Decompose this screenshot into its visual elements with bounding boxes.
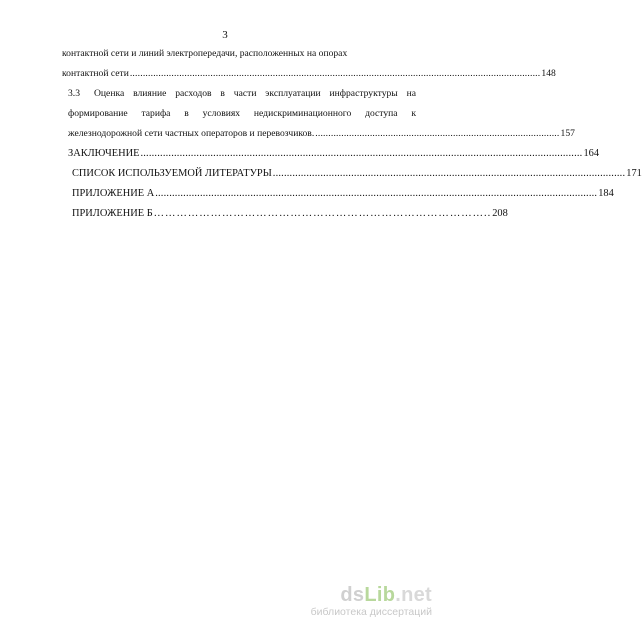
toc-entry-appendix-b-page: 208 [492,208,508,219]
toc-entry-appendix-a[interactable] [72,186,614,202]
toc-entry-33-line2 [68,106,416,122]
toc-entry-33-line2-text: формирование тарифа в условиях недискриминационного доступа к [68,108,416,119]
toc-entry-148-page: 148 [541,68,556,79]
toc-entry-literature[interactable] [72,166,642,182]
toc-entry-literature-text: СПИСОК ИСПОЛЬЗУЕМОЙ ЛИТЕРАТУРЫ [72,168,272,179]
toc-entry-conclusion[interactable] [68,146,600,162]
toc-entry-148-line1-text: контактной сети и линий электропередачи, расположенных на опорах [62,48,348,59]
toc-entry-33-number: 3.3 [68,88,80,99]
toc-entry-33-line1[interactable] [68,86,416,102]
toc-entry-33-page: 157 [560,128,575,139]
dslib-logo [272,584,432,606]
dot-leader: …………………………………………………………………………….. [153,208,492,219]
toc-entry-148[interactable] [62,66,556,82]
dot-leader: .............................................................................................................................................................. [155,188,598,199]
toc-entry-conclusion-text: ЗАКЛЮЧЕНИЕ [68,148,140,159]
toc-entry-literature-page: 171 [626,168,642,179]
toc-entry-33-text: железнодорожной сети частных операторов и перевозчиков. [68,128,315,139]
toc-entry-148-line1 [62,46,416,62]
toc-entry-conclusion-page: 164 [583,148,600,159]
logo-ds: ds [340,584,365,606]
toc-entry-appendix-a-page: 184 [598,188,614,199]
logo-lib: Lib [364,584,396,606]
toc-entry-33-line1-text: Оценка влияние расходов в части эксплуатации инфраструктуры на [94,88,416,99]
toc-entry-33[interactable] [68,126,575,142]
dslib-watermark [272,584,432,619]
dot-leader: .............................................................................................................................................................. [129,68,541,79]
dot-leader: .............................................................................................. [315,128,560,139]
toc-entry-appendix-b-text: ПРИЛОЖЕНИЕ Б [72,208,153,219]
toc-entry-148-text: контактной сети [62,68,129,79]
dot-leader: .............................................................................................................................................................. [140,148,583,159]
page-number: 3 [222,29,228,41]
toc-entry-appendix-b[interactable] [72,206,508,222]
toc-entry-appendix-a-text: ПРИЛОЖЕНИЕ А [72,188,155,199]
dot-leader: .............................................................................................................................. [272,168,626,179]
logo-net: .net [395,584,432,606]
watermark-tagline: библиотека диссертаций [310,606,432,618]
